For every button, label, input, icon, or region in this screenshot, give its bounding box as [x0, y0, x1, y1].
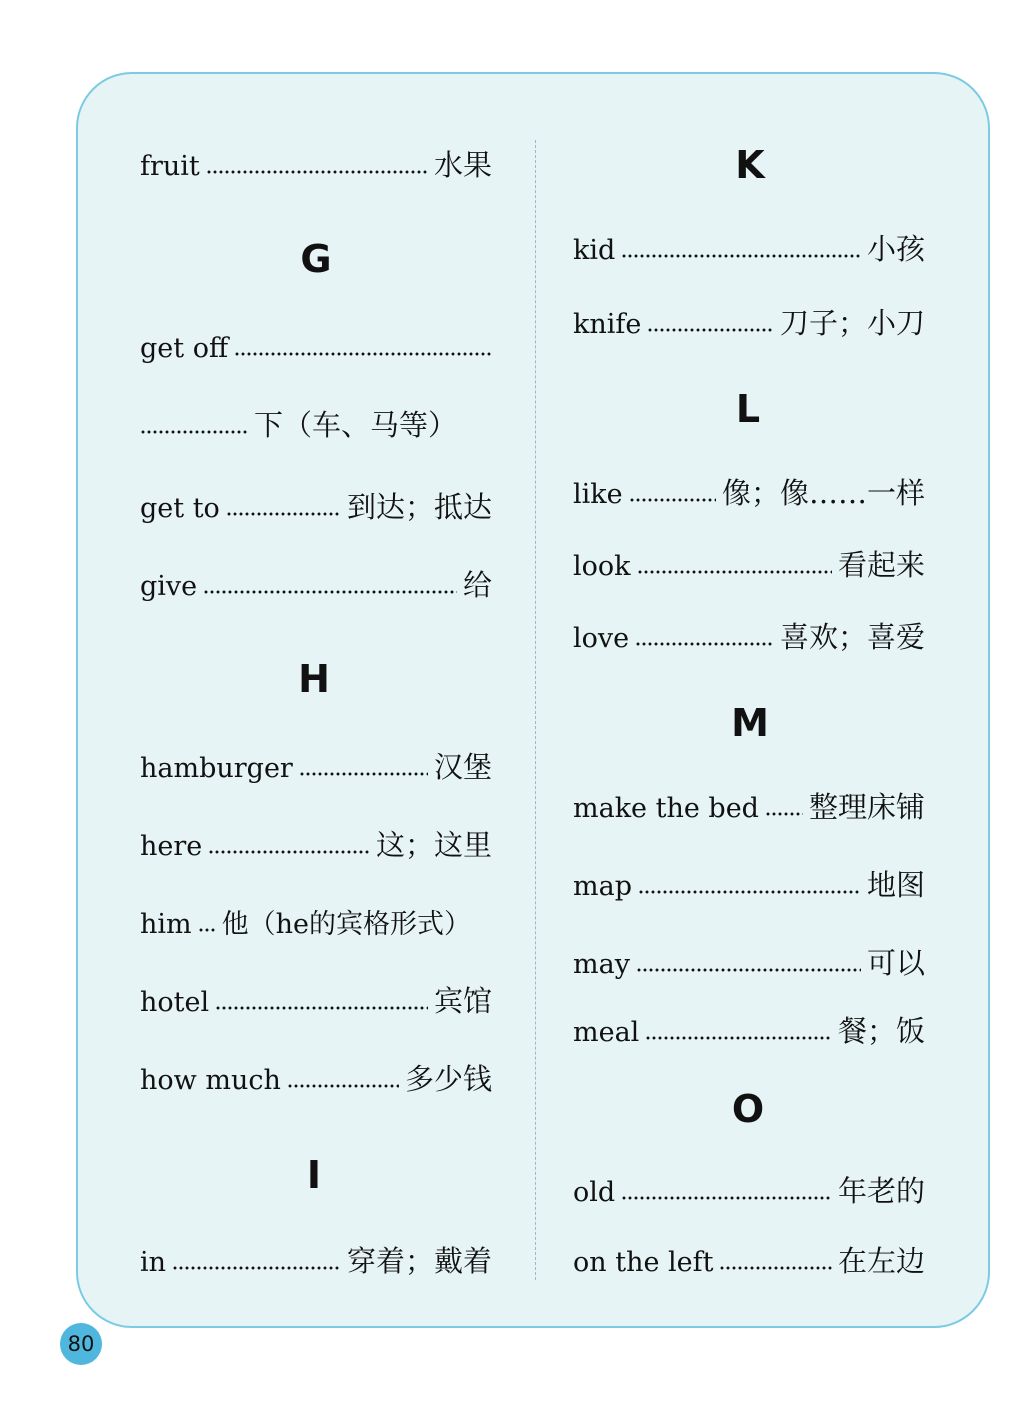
entry-word: give — [140, 571, 198, 602]
leader-dots — [287, 1083, 399, 1089]
entry-word: meal — [573, 1017, 640, 1048]
page-number-badge: 80 — [60, 1323, 102, 1365]
entry-meaning: 刀子；小刀 — [779, 306, 925, 340]
entry-meaning: 多少钱 — [404, 1062, 492, 1096]
entry-meal — [573, 1002, 925, 1046]
entry-meaning: 给 — [462, 568, 492, 602]
entry-get-off-continued — [140, 396, 495, 440]
entry-give — [140, 556, 492, 600]
entry-word: map — [573, 871, 632, 902]
entry-meaning: 到达；抵达 — [346, 490, 492, 524]
entry-word: knife — [573, 309, 642, 340]
entry-may — [573, 934, 925, 978]
section-letter-l: L — [735, 387, 761, 431]
entry-word: old — [573, 1177, 616, 1208]
entry-word: get off — [140, 333, 229, 364]
leader-dots — [638, 889, 861, 895]
entry-word: hotel — [140, 987, 210, 1018]
entry-love — [573, 608, 925, 652]
entry-get-to — [140, 478, 492, 522]
entry-how-much — [140, 1050, 492, 1094]
entry-fruit — [140, 136, 492, 180]
entry-look — [573, 536, 925, 580]
entry-word: get to — [140, 493, 220, 524]
entry-word: look — [573, 551, 631, 582]
entry-meaning: 他（he的宾格形式） — [221, 909, 472, 940]
entry-word: kid — [573, 235, 616, 266]
section-letter-o: O — [731, 1087, 765, 1131]
entry-word: make the bed — [573, 793, 759, 824]
section-letter-h: H — [298, 657, 330, 701]
leader-dots — [637, 569, 832, 575]
section-letter-k: K — [735, 143, 765, 187]
leader-dots — [621, 1195, 832, 1201]
entry-map — [573, 856, 925, 900]
entry-meaning: 这；这里 — [375, 828, 492, 862]
leader-dots — [234, 351, 492, 357]
entry-word: fruit — [140, 151, 200, 182]
entry-word: how much — [140, 1065, 281, 1096]
entry-on-the-left — [573, 1232, 925, 1276]
entry-word: in — [140, 1247, 167, 1278]
entry-meaning: 穿着；戴着 — [346, 1244, 492, 1278]
leader-dots — [208, 849, 370, 855]
leader-dots — [140, 429, 248, 435]
leader-dots — [765, 811, 803, 817]
entry-here — [140, 816, 492, 860]
entry-like — [573, 464, 925, 508]
entry-meaning: 下（车、马等） — [254, 408, 458, 442]
leader-dots — [299, 771, 428, 777]
entry-get-off — [140, 318, 492, 362]
entry-meaning: 年老的 — [837, 1174, 925, 1208]
leader-dots — [636, 967, 861, 973]
leader-dots — [226, 511, 341, 517]
entry-him — [140, 894, 492, 938]
section-letter-g: G — [300, 237, 332, 281]
leader-dots — [629, 497, 716, 503]
section-letter-m: M — [731, 701, 769, 745]
leader-dots — [645, 1035, 832, 1041]
entry-word: like — [573, 479, 623, 510]
leader-dots — [635, 641, 774, 647]
column-divider — [535, 140, 536, 1280]
leader-dots — [647, 327, 774, 333]
section-letter-i: I — [306, 1153, 322, 1197]
entry-make-the-bed — [573, 778, 925, 822]
entry-word: may — [573, 949, 630, 980]
entry-word: hamburger — [140, 753, 293, 784]
leader-dots — [206, 169, 428, 175]
entry-meaning: 水果 — [433, 148, 492, 182]
leader-dots — [198, 927, 216, 933]
entry-meaning: 地图 — [866, 868, 925, 902]
leader-dots — [172, 1265, 341, 1271]
entry-word: him — [140, 909, 192, 940]
entry-kid — [573, 220, 925, 264]
entry-meaning: 宾馆 — [433, 984, 492, 1018]
entry-meaning: 整理床铺 — [808, 790, 925, 824]
entry-in — [140, 1232, 492, 1276]
entry-meaning: 小孩 — [866, 232, 925, 266]
entry-meaning: 在左边 — [837, 1244, 925, 1278]
entry-meaning: 像；像……一样 — [721, 476, 925, 510]
entry-old — [573, 1162, 925, 1206]
entry-word: here — [140, 831, 203, 862]
entry-hamburger — [140, 738, 492, 782]
entry-word: on the left — [573, 1247, 714, 1278]
entry-meaning: 看起来 — [837, 548, 925, 582]
entry-meaning: 汉堡 — [433, 750, 492, 784]
entry-meaning: 可以 — [866, 946, 925, 980]
leader-dots — [203, 589, 457, 595]
leader-dots — [215, 1005, 428, 1011]
entry-meaning: 餐；饭 — [837, 1014, 925, 1048]
leader-dots — [621, 253, 861, 259]
leader-dots — [719, 1265, 832, 1271]
entry-meaning: 喜欢；喜爱 — [779, 620, 925, 654]
entry-hotel — [140, 972, 492, 1016]
entry-word: love — [573, 623, 630, 654]
entry-knife — [573, 294, 925, 338]
